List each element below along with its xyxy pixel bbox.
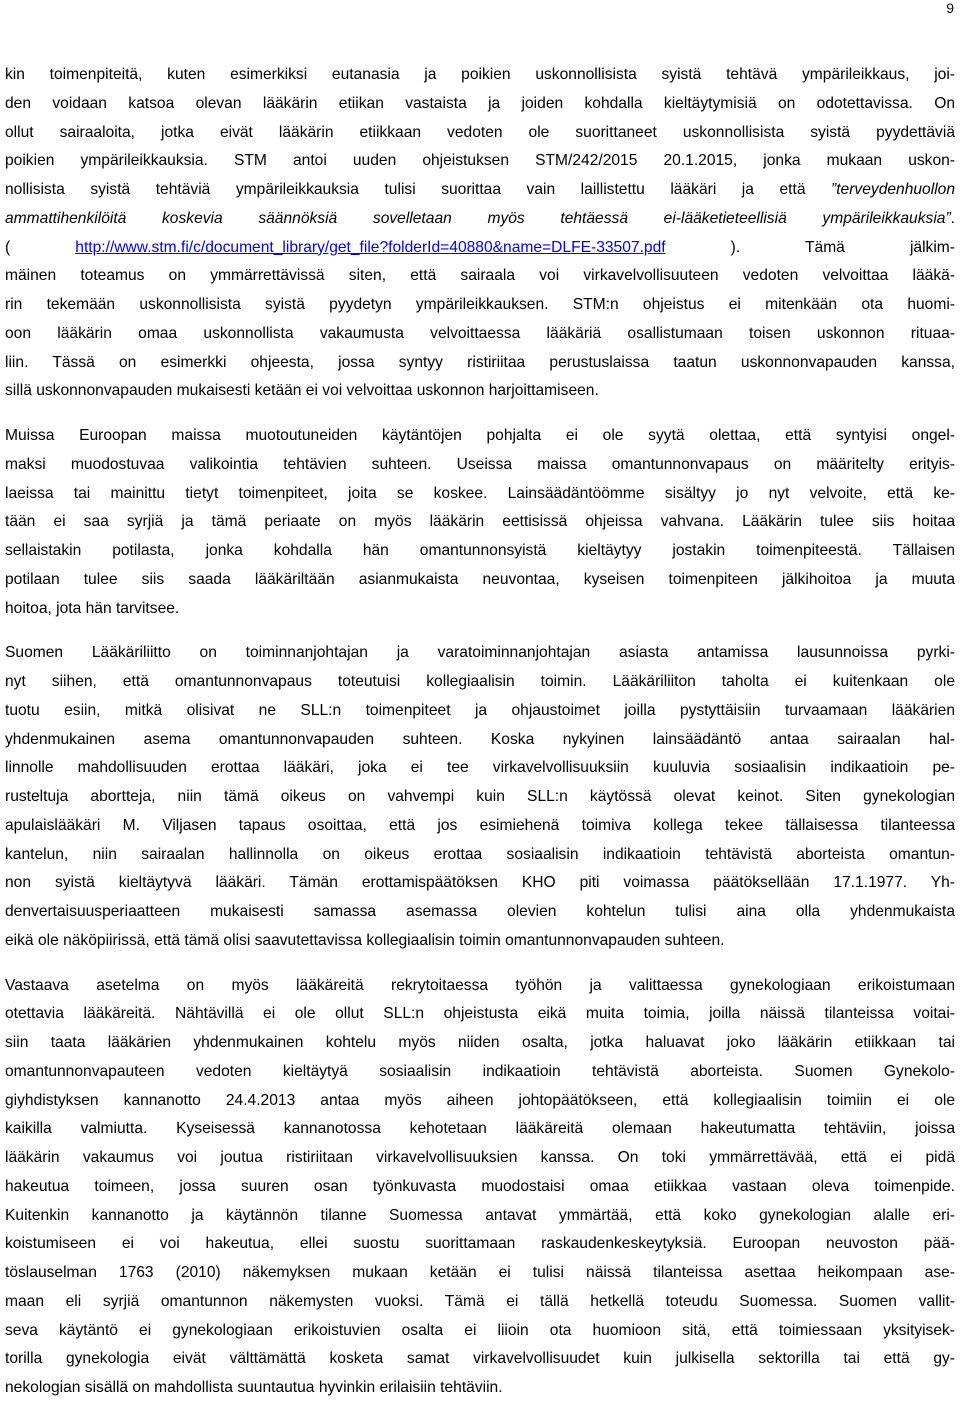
text-line: maan eli syrjiä omantunnon näkemysten vuoksi. Tämä ei tällä hetkellä toteudu Suomessa. Suomen vallit- xyxy=(5,1292,955,1310)
text-line: sillä uskonnonvapauden mukaisesti ketään ei voi velvoittaa uskonnon harjoittamiseen. xyxy=(5,382,599,400)
text-line: rusteltuja abortteja, niin tämä oikeus on vahvempi kuin SLL:n käytössä olevat keinot. Siten gynekologian xyxy=(5,788,955,805)
document-link[interactable]: http://www.stm.fi/c/document_library/get_file?folderId=40880&name=DLFE-33507.pdf xyxy=(75,238,666,256)
text-line: mäinen toteamus on ymmärrettävissä siten, että sairaala voi virkavelvollisuuteen vedoten velvoittaa lääkä- xyxy=(5,267,955,285)
text-line: Muissa Euroopan maissa muotoutuneiden käytäntöjen pohjalta ei ole syytä olettaa, että syntyisi ongel- xyxy=(5,427,955,444)
text-line: kaikilla valmiutta. Kyseisessä kannanotossa kehotetaan lääkäreitä olemaan hakeutumatta tehtäviin, joissa xyxy=(5,1120,955,1138)
paragraph xyxy=(5,61,955,406)
text-line: Kuitenkin kannanotto ja käytännön tilanne Suomessa antavat ymmärtää, että koko gynekologian alalle eri- xyxy=(5,1206,955,1224)
italic-text: ”terveydenhuollon xyxy=(831,181,955,198)
text-line: hakeutua toimeen, jossa suuren osan työnkuvasta muodostaisi omaa etiikkaa vastaan oleva toimenpide. xyxy=(5,1177,955,1195)
text-line: nekologian sisällä on mahdollista suuntautua hyvinkin erilaisiin tehtäviin. xyxy=(5,1379,503,1396)
text-segment: . xyxy=(950,209,955,227)
text-line: eikä ole näköpiirissä, että tämä olisi saavutettavissa kollegiaalisin toimin omantunnonvapauden suhteen. xyxy=(5,931,725,949)
page-number: 9 xyxy=(946,0,954,16)
text-line: laeissa tai mainittu tietyt toimenpiteet, joita se koskee. Lainsäädäntöömme sisältyy jo nyt velvoite, että ke- xyxy=(5,484,955,502)
text-line: apulaislääkäri M. Viljasen tapaus osoittaa, että jos esimiehenä toimiva kollega tekee tällaisessa tilanteessa xyxy=(5,816,955,834)
text-line: rin tekemään uskonnollisista syistä pyydetyn ympärileikkauksen. STM:n ohjeistus ei mitenkään ota huomi- xyxy=(5,296,955,313)
text-line: torilla gynekologia eivät välttämättä kosketa samat virkavelvollisuudet kuin julkisella sektorilla tai että gy- xyxy=(5,1350,955,1368)
text-line xyxy=(5,234,955,263)
text-line: otettavia lääkäreitä. Nähtävillä ei ole ollut SLL:n ohjeistusta eikä muita toimia, joilla näissä tilanteissa voitai- xyxy=(5,1005,955,1023)
text-line: oon lääkärin omaa uskonnollista vakaumusta velvoittaessa lääkäriä osallistumaan toisen uskonnon rituaa- xyxy=(5,324,955,342)
text-segment: ). Tämä jälkim- xyxy=(665,238,955,256)
text-line: linnolle mahdollisuuden erottaa lääkäri, joka ei tee virkavelvollisuuksiin kuuluvia sosiaalisin indikaatioin pe- xyxy=(5,759,955,777)
text-line: Vastaava asetelma on myös lääkäreitä rekrytoitaessa työhön ja valittaessa gynekologiaan erikoistumaan xyxy=(5,976,955,994)
text-line: liin. Tässä on esimerkki ohjeesta, jossa syntyy ristiriitaa perustuslaissa taatun uskonnonvapauden kanssa, xyxy=(5,353,955,371)
text-line: sellaistakin potilasta, jonka kohdalla hän omantunnonsyistä kieltäytyy jostakin toimenpiteestä. Tällaisen xyxy=(5,542,955,559)
text-line: den voidaan katsoa olevan lääkärin etiikan vastaista ja joiden kohdalla kieltäytymisiä on odotettavissa. On xyxy=(5,94,955,112)
text-line: kin toimenpiteitä, kuten esimerkiksi eutanasia ja poikien uskonnollisista syistä tehtävä ympärileikkaus, joi- xyxy=(5,66,955,83)
text-line: seva käytäntö ei gynekologiaan erikoistuvien osalta ei liioin ota huomioon sitä, että toimiessaan yksityisek- xyxy=(5,1321,955,1339)
italic-text: ammattihenkilöitä koskevia säännöksiä sovelletaan myös tehtäessä ei-lääketieteellisiä ympärileikkauksia” xyxy=(5,209,951,227)
text-line: omantunnonvapauteen vedoten kieltäytyä sosiaalisin indikaatioin tehtävistä aborteista. Suomen Gynekolo- xyxy=(5,1062,955,1080)
paragraph xyxy=(5,972,955,1403)
paragraph xyxy=(5,639,955,955)
text-line: ollut sairaaloita, jotka eivät lääkärin etiikkaan vedoten ole suorittaneet uskonnollisista syistä pyydettäviä xyxy=(5,123,955,141)
text-line: tään ei saa syrjiä ja tämä periaate on myös lääkärin eettisissä ohjeissa vahvana. Lääkärin tulee siis hoitaa xyxy=(5,513,955,531)
text-line: denvertaisuusperiaatteen mukaisesti samassa asemassa olevien kohtelun tulisi aina olla yhdenmukaista xyxy=(5,903,955,920)
document-body xyxy=(5,61,955,1419)
text-line xyxy=(5,205,955,234)
text-line: Suomen Lääkäriliitto on toiminnanjohtajan ja varatoiminnanjohtajan asiasta antamissa lausunnoissa pyrki- xyxy=(5,644,955,662)
text-line: giyhdistyksen kannanotto 24.4.2013 antaa myös aiheen johtopäätökseen, että kollegiaalisin toimiin ei ole xyxy=(5,1091,955,1109)
text-line: kantelun, niin sairaalan hallinnolla on oikeus erottaa sosiaalisin indikaatioin tehtävistä aborteista omantun- xyxy=(5,845,955,863)
text-line: tuotu esiin, mitkä olisivat ne SLL:n toimenpiteet ja ohjaustoimet joilla pystyttäisiin turvaamaan lääkärien xyxy=(5,701,955,719)
text-line xyxy=(5,176,955,205)
text-line: lääkärin vakaumus voi joutua ristiriitaan virkavelvollisuuksien kanssa. On toki ymmärrettävää, että ei pidä xyxy=(5,1149,955,1166)
text-line: non syistä kieltäytyvä lääkäri. Tämän erottamispäätöksen KHO piti voimassa päätöksellään 17.1.1977. Yh- xyxy=(5,874,955,892)
text-line: potilaan tulee siis saada lääkäriltään asianmukaista neuvontaa, kyseisen toimenpiteen jälkihoitoa ja muuta xyxy=(5,570,955,588)
text-line: yhdenmukainen asema omantunnonvapauden suhteen. Koska nykyinen lainsäädäntö antaa sairaalan hal- xyxy=(5,730,955,748)
text-line: hoitoa, jota hän tarvitsee. xyxy=(5,599,180,617)
text-line: koistumiseen ei voi hakeutua, ellei suostu suorittamaan raskaudenkeskeytyksiä. Euroopan neuvoston pää- xyxy=(5,1235,955,1253)
text-line: nyt siihen, että omantunnonvapaus toteutuisi kollegiaalisin toimin. Lääkäriliiton taholta ei kuitenkaan ole xyxy=(5,673,955,690)
text-segment: nollisista syistä tehtäviä ympärileikkauksia tulisi suorittaa vain laillistettu lääkäri ja että xyxy=(5,181,832,198)
text-segment: ( xyxy=(5,238,76,256)
text-line: poikien ympärileikkauksia. STM antoi uuden ohjeistuksen STM/242/2015 20.1.2015, jonka mukaan uskon- xyxy=(5,152,955,170)
text-line: siin taata lääkärien yhdenmukainen kohtelu myös niiden osalta, jotka haluavat joko lääkärin etiikkaan tai xyxy=(5,1034,955,1051)
text-line: töslauselman 1763 (2010) näkemyksen mukaan ketään ei tulisi näissä tilanteissa asettaa heikompaan ase- xyxy=(5,1264,955,1281)
text-line: maksi muodostuvaa valikointia tehtävien suhteen. Useissa maissa omantunnonvapaus on määritelty erityis- xyxy=(5,455,955,473)
paragraph xyxy=(5,422,955,623)
